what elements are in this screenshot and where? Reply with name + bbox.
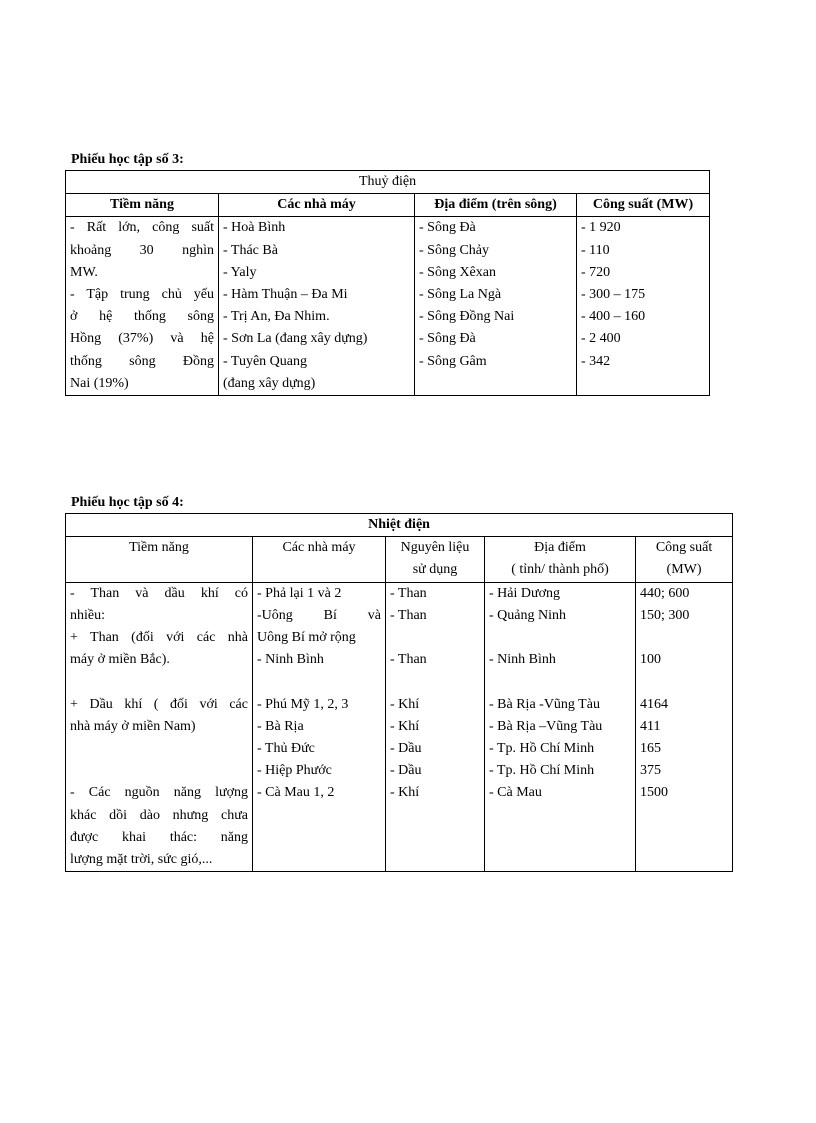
header-location	[485, 537, 636, 582]
fuel-item: - Khí	[390, 718, 420, 734]
location-item: - Sông Đồng Nai	[419, 309, 515, 325]
potential-line: - Than và dầu khí có	[70, 585, 248, 601]
capacity-item: - 720	[581, 264, 611, 280]
header-potential: Tiềm năng	[66, 537, 253, 582]
potential-line: lượng mặt trời, sức gió,...	[70, 852, 213, 867]
potential-line: khác dồi dào nhưng chưa	[70, 807, 248, 823]
thermal-power-table	[65, 513, 733, 872]
location-item: - Sông Đà	[419, 331, 476, 347]
capacity-item: - 2 400	[581, 331, 621, 347]
plant-item: (đang xây dựng)	[223, 375, 316, 391]
location-item: - Sông Gâm	[419, 353, 487, 369]
plant-item: - Yaly	[223, 264, 257, 280]
plant-item: -Uông Bí và	[257, 607, 381, 623]
header-fuel	[386, 537, 485, 582]
locations-cell	[485, 582, 636, 872]
header-potential: Tiềm năng	[66, 194, 219, 217]
header-plants: Các nhà máy	[253, 537, 386, 582]
plant-item: - Phú Mỹ 1, 2, 3	[257, 696, 349, 712]
spacer	[257, 671, 381, 693]
potential-line: được khai thác: năng	[70, 829, 248, 845]
header-location-line: ( tỉnh/ thành phố)	[511, 562, 609, 578]
header-capacity-line: Công suất	[655, 540, 713, 556]
header-fuel-line: Nguyên liệu	[400, 540, 470, 556]
potential-line: Hồng (37%) và hệ	[70, 331, 214, 347]
location-item: - Hải Dương	[489, 585, 560, 601]
location-item: - Sông Xêxan	[419, 264, 496, 280]
fuels-cell	[386, 582, 485, 872]
spacer	[640, 671, 728, 693]
spacer	[70, 671, 248, 693]
capacity-item: - 300 – 175	[581, 287, 646, 303]
plant-item: - Ninh Bình	[257, 652, 324, 668]
header-capacity	[636, 537, 733, 582]
plant-item: - Thác Bà	[223, 242, 278, 258]
capacity-item: 375	[640, 763, 661, 779]
fuel-item: - Than	[390, 652, 427, 668]
plant-item: - Bà Rịa	[257, 718, 304, 734]
spacer	[489, 627, 631, 649]
potential-line: Nai (19%)	[70, 375, 129, 391]
capacities-cell	[577, 217, 710, 396]
fuel-item: - Than	[390, 607, 427, 623]
location-item: - Tp. Hồ Chí Minh	[489, 741, 595, 756]
potential-line: MW.	[70, 264, 98, 280]
spacer	[70, 738, 248, 760]
location-item: - Ninh Bình	[489, 652, 556, 668]
location-item: - Bà Rịa -Vũng Tàu	[489, 696, 600, 712]
potential-line: + Dầu khí ( đối với các	[70, 696, 248, 712]
hydropower-caption: Thuỷ điện	[66, 171, 710, 194]
potential-line: nhiều:	[70, 607, 105, 623]
plant-item: - Trị An, Đa Nhim.	[223, 309, 330, 325]
fuel-item: - Dầu	[390, 741, 422, 756]
header-capacity-line: (MW)	[666, 562, 702, 578]
capacity-item: 1500	[640, 785, 668, 801]
capacity-item: - 1 920	[581, 220, 621, 236]
capacities-cell	[636, 582, 733, 872]
plant-item: - Cà Mau 1, 2	[257, 785, 335, 801]
plant-item: - Phả lại 1 và 2	[257, 585, 342, 601]
potential-line: + Than (đối với các nhà	[70, 630, 248, 646]
fuel-item: - Khí	[390, 785, 420, 801]
plant-item: - Hiệp Phước	[257, 763, 332, 779]
capacity-item: - 110	[581, 242, 610, 258]
capacity-item: 165	[640, 741, 661, 756]
capacity-item: 411	[640, 718, 661, 734]
potential-line: - Tập trung chủ yếu	[70, 287, 214, 303]
spacer	[390, 627, 480, 649]
potential-line: - Các nguồn năng lượng	[70, 785, 248, 801]
capacity-item: - 342	[581, 353, 611, 369]
location-item: - Quảng Ninh	[489, 607, 566, 623]
sheet3-title: Phiếu học tập số 3:	[71, 152, 184, 167]
plants-cell	[219, 217, 415, 396]
fuel-item: - Dầu	[390, 763, 422, 779]
potential-line: thống sông Đồng	[70, 353, 214, 369]
header-fuel-line: sử dụng	[412, 562, 458, 578]
potential-cell	[66, 582, 253, 872]
spacer	[70, 760, 248, 782]
header-location-line: Địa điểm	[534, 540, 586, 556]
capacity-item: 4164	[640, 696, 668, 712]
plant-item: - Thủ Đức	[257, 741, 315, 757]
sheet4-title: Phiếu học tập số 4:	[71, 495, 184, 510]
capacity-item: 440; 600	[640, 585, 690, 601]
potential-line: ở hệ thống sông	[70, 309, 214, 325]
capacity-item: 150; 300	[640, 607, 690, 623]
spacer	[390, 671, 480, 693]
potential-line: nhà máy ở miền Nam)	[70, 718, 196, 734]
fuel-item: - Khí	[390, 696, 420, 712]
location-item: - Sông Chảy	[419, 242, 489, 258]
plant-item: - Hoà Bình	[223, 220, 286, 236]
plant-item: - Hàm Thuận – Đa Mi	[223, 287, 348, 303]
capacity-item: - 400 – 160	[581, 309, 646, 325]
capacity-item: 100	[640, 652, 661, 668]
header-location: Địa điểm (trên sông)	[415, 194, 577, 217]
location-item: - Sông Đà	[419, 220, 476, 236]
plant-item: - Tuyên Quang	[223, 353, 308, 369]
hydropower-table	[65, 170, 710, 396]
potential-cell	[66, 217, 219, 396]
header-capacity: Công suất (MW)	[577, 194, 710, 217]
location-item: - Tp. Hồ Chí Minh	[489, 763, 595, 779]
plant-item: Uông Bí mở rộng	[257, 630, 356, 646]
potential-line: khoảng 30 nghìn	[70, 242, 214, 258]
fuel-item: - Than	[390, 585, 427, 601]
plant-item: - Sơn La (đang xây dựng)	[223, 331, 368, 347]
spacer	[489, 671, 631, 693]
potential-line: máy ở miền Bắc).	[70, 652, 170, 668]
plants-cell	[253, 582, 386, 872]
location-item: - Bà Rịa –Vũng Tàu	[489, 718, 603, 734]
header-plants: Các nhà máy	[219, 194, 415, 217]
spacer	[640, 627, 728, 649]
thermal-caption: Nhiệt điện	[66, 514, 733, 537]
location-item: - Sông La Ngà	[419, 287, 502, 303]
location-item: - Cà Mau	[489, 785, 542, 801]
locations-cell	[415, 217, 577, 396]
potential-line: - Rất lớn, công suất	[70, 220, 214, 236]
